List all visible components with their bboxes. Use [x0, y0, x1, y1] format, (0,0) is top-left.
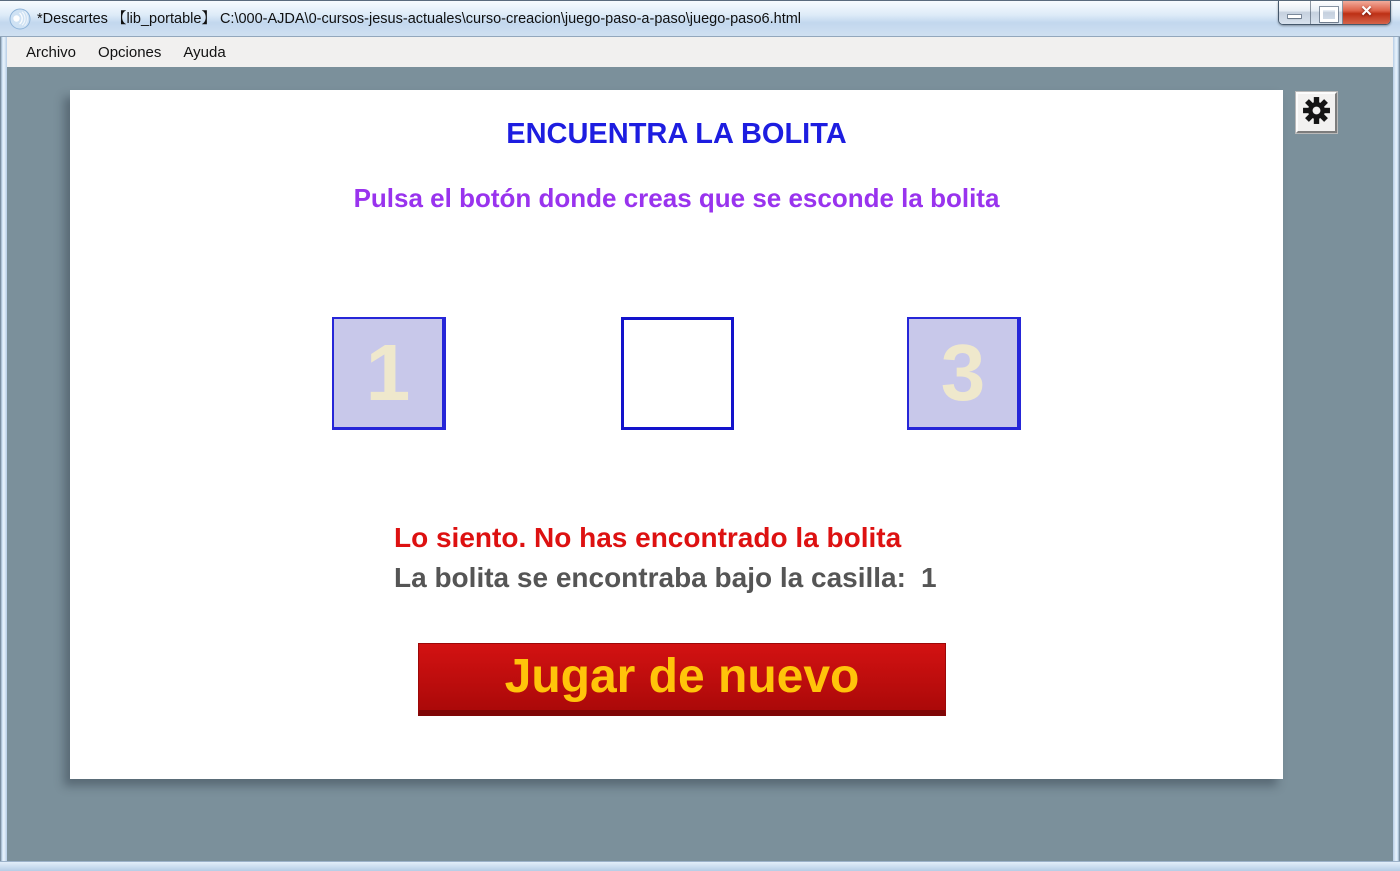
- box-1-button[interactable]: 1: [332, 317, 446, 430]
- result-info-label: La bolita se encontraba bajo la casilla:: [394, 562, 906, 593]
- minimize-button[interactable]: [1279, 1, 1311, 24]
- minimize-icon: [1288, 15, 1301, 18]
- window-frame-bottom: [0, 861, 1400, 871]
- window-frame-right: [1393, 37, 1400, 871]
- result-info-text: [394, 558, 937, 598]
- maximize-button[interactable]: [1311, 1, 1343, 24]
- menu-ayuda[interactable]: Ayuda: [183, 43, 226, 61]
- scene-background: [7, 67, 1393, 861]
- box-3-button[interactable]: 3: [907, 317, 1021, 430]
- gear-icon: [1302, 96, 1331, 130]
- descartes-ripple-icon: [9, 8, 31, 30]
- close-button[interactable]: [1343, 1, 1390, 24]
- menu-archivo[interactable]: Archivo: [26, 43, 77, 61]
- game-title: ENCUENTRA LA BOLITA: [506, 118, 847, 150]
- window-title: *Descartes 【lib_portable】 C:\000-AJDA\0-cursos-jesus-actuales\curso-creacion\juego-paso-a-paso\juego-paso6.html: [37, 11, 802, 27]
- box-2-button[interactable]: [621, 317, 734, 430]
- window-controls: [1278, 1, 1391, 25]
- config-button[interactable]: [1296, 92, 1337, 133]
- window-frame-left: [0, 37, 7, 871]
- game-panel: [70, 90, 1283, 779]
- game-subtitle: Pulsa el botón donde creas que se esconde la bolita: [353, 183, 1000, 213]
- play-again-button[interactable]: Jugar de nuevo: [418, 643, 946, 716]
- maximize-icon: [1320, 7, 1338, 22]
- titlebar: [0, 0, 1400, 37]
- result-box-number: 1: [920, 562, 937, 593]
- menu-opciones[interactable]: Opciones: [98, 43, 162, 61]
- menubar: [7, 37, 1393, 67]
- result-message: [394, 518, 937, 598]
- result-error-text: Lo siento. No has encontrado la bolita: [394, 522, 902, 553]
- close-icon: ✕: [1360, 3, 1373, 20]
